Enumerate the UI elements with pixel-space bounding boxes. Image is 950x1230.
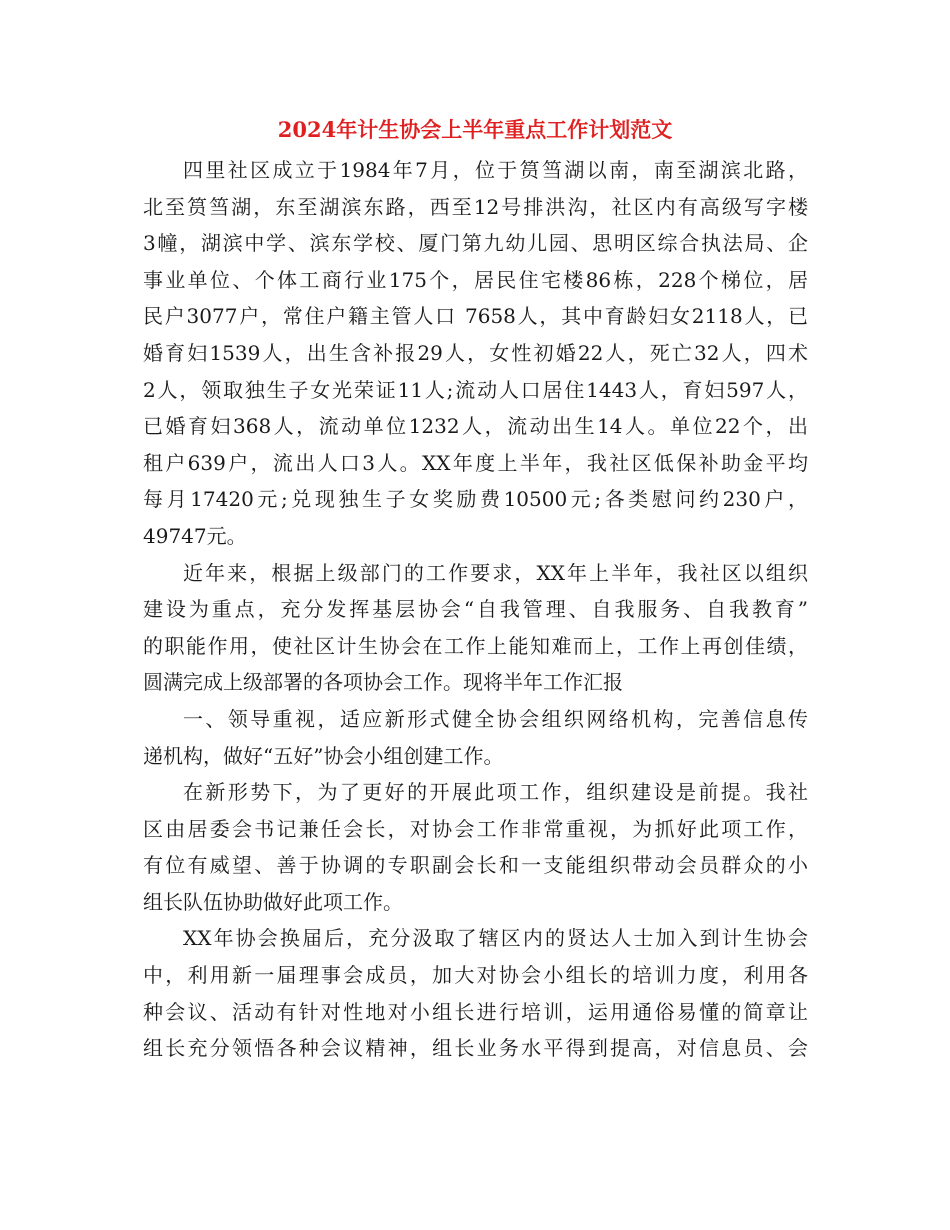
body-line: 组长充分领悟各种会议精神，组长业务水平得到提高，对信息员、会 bbox=[143, 1036, 808, 1061]
body-line: 已婚育妇368人，流动单位1232人，流动出生14人。单位22个，出 bbox=[143, 414, 808, 439]
body-line: 3幢，湖滨中学、滨东学校、厦门第九幼儿园、思明区综合执法局、企 bbox=[143, 231, 808, 256]
body-line: 圆满完成上级部署的各项协会工作。现将半年工作汇报 bbox=[143, 670, 623, 695]
body-line: 北至筼筜湖，东至湖滨东路，西至12号排洪沟，社区内有高级写字楼 bbox=[143, 194, 808, 219]
body-line: 民户3077户，常住户籍主管人口 7658人，其中育龄妇女2118人，已 bbox=[143, 304, 808, 329]
body-line: 有位有威望、善于协调的专职副会长和一支能组织带动会员群众的小 bbox=[143, 853, 808, 878]
document-title: 2024年计生协会上半年重点工作计划范文 bbox=[277, 117, 673, 142]
body-line: 2人，领取独生子女光荣证11人;流动人口居住1443人，育妇597人， bbox=[143, 377, 808, 402]
body-line: 每月17420元;兑现独生子女奖励费10500元;各类慰问约230户， bbox=[143, 487, 808, 512]
body-line: XX年协会换届后，充分汲取了辖区内的贤达人士加入到计生协会 bbox=[183, 926, 808, 951]
body-line: 婚育妇1539人，出生含补报29人，女性初婚22人，死亡32人，四术 bbox=[143, 340, 808, 365]
document-body bbox=[143, 152, 808, 1067]
body-line: 四里社区成立于1984年7月，位于筼筜湖以南，南至湖滨北路， bbox=[183, 158, 808, 182]
body-line: 建设为重点，充分发挥基层协会“自我管理、自我服务、自我教育” bbox=[143, 597, 808, 622]
body-line: 中，利用新一届理事会成员，加大对协会小组长的培训力度，利用各 bbox=[143, 963, 808, 988]
body-line: 递机构，做好“五好”协会小组创建工作。 bbox=[143, 743, 504, 768]
body-line: 近年来，根据上级部门的工作要求，XX年上半年，我社区以组织 bbox=[183, 560, 808, 585]
body-line: 49747元。 bbox=[143, 523, 247, 548]
body-line: 事业单位、个体工商行业175个，居民住宅楼86栋，228个梯位，居 bbox=[143, 267, 808, 292]
body-line: 种会议、活动有针对性地对小组长进行培训，运用通俗易懂的简章让 bbox=[143, 999, 808, 1024]
body-line: 在新形势下，为了更好的开展此项工作，组织建设是前提。我社 bbox=[183, 780, 808, 805]
body-line: 的职能作用，使社区计生协会在工作上能知难而上，工作上再创佳绩， bbox=[143, 633, 808, 658]
body-line: 一、领导重视，适应新形式健全协会组织网络机构，完善信息传 bbox=[183, 706, 808, 731]
body-line: 组长队伍协助做好此项工作。 bbox=[143, 889, 403, 914]
body-line: 区由居委会书记兼任会长，对协会工作非常重视，为抓好此项工作， bbox=[143, 816, 808, 841]
body-line: 租户639户，流出人口3人。XX年度上半年，我社区低保补助金平均 bbox=[143, 450, 808, 475]
